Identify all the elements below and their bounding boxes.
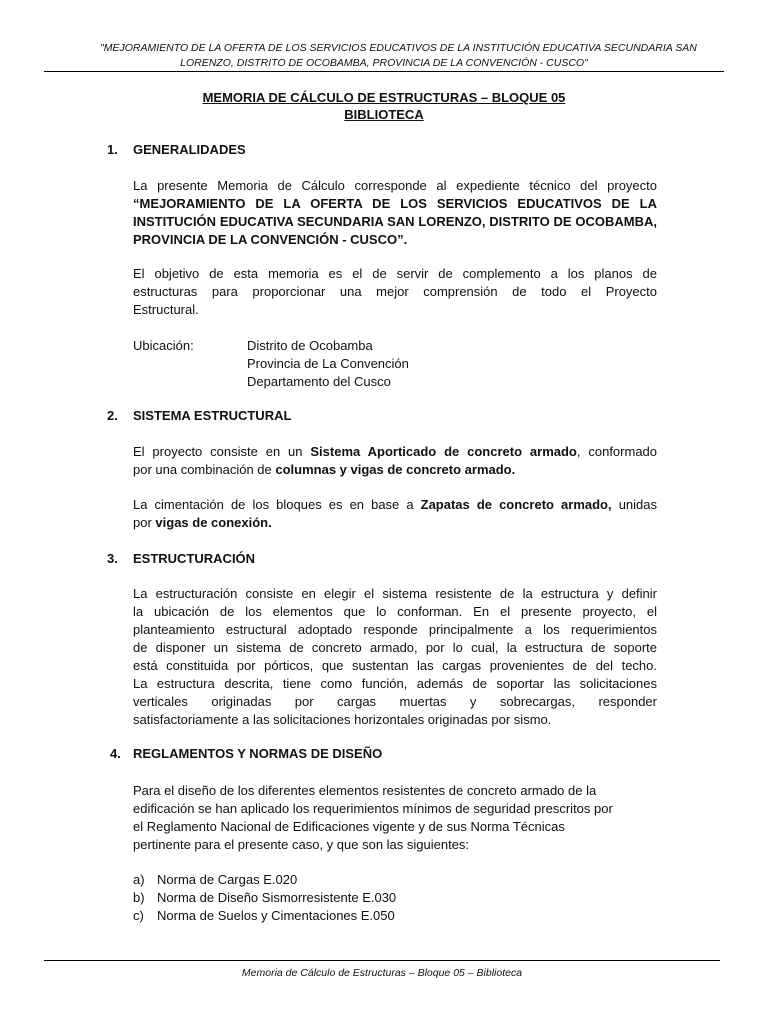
footer-divider	[44, 960, 720, 961]
paragraph-line: la ubicación de los elementos que lo conforman. En el presente proyecto, el	[133, 604, 657, 619]
paragraph-line: La presente Memoria de Cálculo corresponde al expediente técnico del proyecto	[133, 178, 657, 193]
paragraph-line: verticales originadas por cargas muertas y sobrecargas, responder	[133, 694, 657, 709]
list-marker: b)	[133, 890, 145, 905]
paragraph-line: La estructuración consiste en elegir el sistema resistente de la estructura y definir	[133, 586, 657, 601]
paragraph-line: Estructural.	[133, 302, 199, 317]
list-marker: a)	[133, 872, 145, 887]
section-title: REGLAMENTOS Y NORMAS DE DISEÑO	[133, 746, 383, 761]
text-run: por	[133, 515, 156, 530]
section-heading-reglamentos	[110, 745, 382, 762]
paragraph-line: planteamiento estructural adoptado responde principalmente a los requerimientos	[133, 622, 657, 637]
section-number: 1.	[107, 142, 118, 157]
paragraph-line: el Reglamento Nacional de Edificaciones vigente y de sus Norma Técnicas	[133, 819, 565, 834]
paragraph-line: estructuras para proporcionar una mejor comprensión de todo el Proyecto	[133, 284, 657, 299]
paragraph-line	[133, 496, 657, 514]
text-run: El proyecto consiste en un	[133, 444, 311, 459]
paragraph-line	[133, 443, 657, 461]
header-divider	[44, 71, 724, 72]
paragraph-line	[133, 461, 657, 479]
header-line-1: "MEJORAMIENTO DE LA OFERTA DE LOS SERVICIOS EDUCATIVOS DE LA INSTITUCIÓN EDUCATIVA SECUNDARIA SAN	[100, 42, 697, 54]
page-footer: Memoria de Cálculo de Estructuras – Bloque 05 – Biblioteca	[241, 967, 523, 979]
paragraph-line: edificación se han aplicado los requerimientos mínimos de seguridad prescritos por	[133, 801, 613, 816]
location-district: Distrito de Ocobamba	[247, 338, 373, 353]
text-run: por una combinación de	[133, 462, 276, 477]
header-line-2: LORENZO, DISTRITO DE OCOBAMBA, PROVINCIA DE LA CONVENCIÓN - CUSCO"	[180, 57, 588, 69]
text-run-bold: columnas y vigas de concreto armado.	[275, 462, 516, 477]
paragraph-foundation	[133, 496, 657, 532]
paragraph-line-bold: “MEJORAMIENTO DE LA OFERTA DE LOS SERVICIOS EDUCATIVOS DE LA	[133, 196, 657, 211]
list-item-text: Norma de Diseño Sismorresistente E.030	[157, 890, 397, 905]
location-label: Ubicación:	[133, 338, 194, 353]
location-department: Departamento del Cusco	[247, 374, 391, 389]
section-number: 4.	[110, 746, 121, 761]
paragraph-line-bold: PROVINCIA DE LA CONVENCIÓN - CUSCO”.	[133, 232, 408, 247]
section-number: 2.	[107, 408, 118, 423]
paragraph-line: La estructura descrita, tiene como función, además de soportar las solicitaciones	[133, 676, 657, 691]
title-line-2: BIBLIOTECA	[344, 107, 424, 122]
paragraph-line: pertinente para el presente caso, y que son las siguientes:	[133, 837, 470, 852]
text-run-bold: Sistema Aporticado de concreto armado	[310, 444, 577, 459]
paragraph-line-bold: INSTITUCIÓN EDUCATIVA SECUNDARIA SAN LORENZO, DISTRITO DE OCOBAMBA,	[133, 214, 657, 229]
section-heading-estructuracion	[107, 550, 255, 567]
text-run: unidas	[611, 497, 657, 512]
list-item	[133, 907, 396, 925]
paragraph-structuring	[133, 585, 657, 729]
section-title: GENERALIDADES	[133, 142, 246, 157]
paragraph-line: de disponer un sistema de concreto armado, por lo cual, la estructura de soporte	[133, 640, 657, 655]
paragraph-objective	[133, 265, 657, 319]
norms-list	[133, 871, 396, 925]
text-run-bold: vigas de conexión.	[155, 515, 272, 530]
section-number: 3.	[107, 551, 118, 566]
title-line-1: MEMORIA DE CÁLCULO DE ESTRUCTURAS – BLOQUE 05	[202, 90, 566, 105]
paragraph-regulations	[133, 782, 657, 854]
document-title	[150, 89, 618, 123]
text-run: , conformado	[576, 444, 658, 459]
page-header	[100, 41, 697, 71]
paragraph-line: Para el diseño de los diferentes elementos resistentes de concreto armado de la	[133, 783, 597, 798]
list-item	[133, 871, 396, 889]
section-title: ESTRUCTURACIÓN	[133, 551, 256, 566]
text-run-bold: Zapatas de concreto armado,	[420, 497, 612, 512]
location-values	[247, 337, 409, 391]
paragraph-system	[133, 443, 657, 479]
paragraph-line: está constituida por pórticos, que sustentan las cargas provenientes de del techo.	[133, 658, 657, 673]
paragraph-line: El objetivo de esta memoria es el de servir de complemento a los planos de	[133, 266, 657, 281]
text-run: La cimentación de los bloques es en base a	[133, 497, 421, 512]
section-heading-generalidades	[107, 141, 246, 158]
list-item-text: Norma de Cargas E.020	[157, 872, 298, 887]
list-item	[133, 889, 396, 907]
section-heading-sistema-estructural	[107, 407, 291, 424]
paragraph-line	[133, 514, 657, 532]
paragraph-intro	[133, 177, 657, 249]
list-item-text: Norma de Suelos y Cimentaciones E.050	[157, 908, 395, 923]
paragraph-line: satisfactoriamente a las solicitaciones horizontales originadas por sismo.	[133, 712, 552, 727]
location-province: Provincia de La Convención	[247, 356, 409, 371]
list-marker: c)	[133, 908, 144, 923]
section-title: SISTEMA ESTRUCTURAL	[133, 408, 292, 423]
